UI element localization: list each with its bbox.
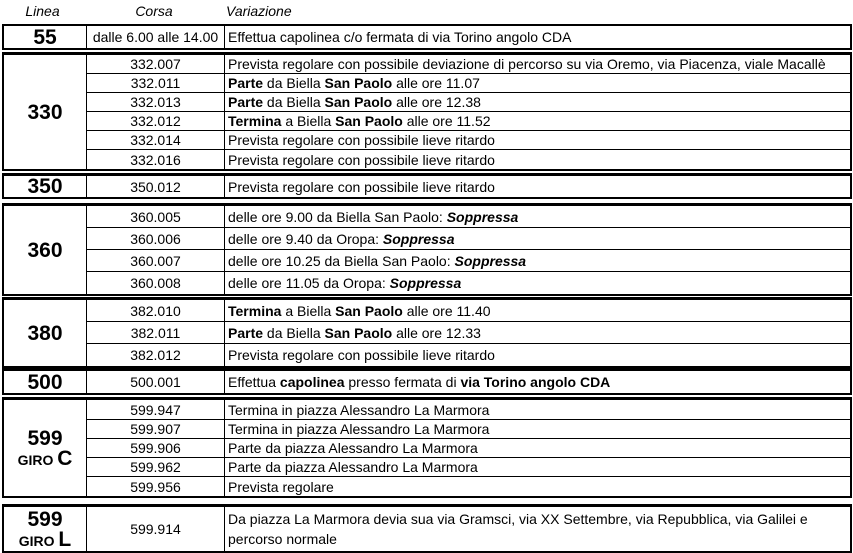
linea-group (2, 397, 852, 498)
linea-group (2, 297, 852, 368)
variazione-text: da Biella (263, 75, 325, 91)
corse-rows (87, 55, 850, 169)
variazione-cell (225, 93, 850, 111)
variazione-cell (225, 400, 850, 419)
variazione-text-bold: via Torino angolo CDA (460, 374, 611, 390)
variazione-text-bold: San Paolo (324, 75, 393, 91)
corsa-cell: 332.014 (87, 131, 225, 149)
corsa-cell: 350.012 (87, 176, 225, 197)
giro-word: GIRO (18, 533, 55, 549)
corsa-cell: 360.008 (87, 272, 225, 294)
variazione-text-bold: Termina (228, 302, 282, 319)
variazione-cell (225, 228, 850, 249)
corsa-cell: 382.011 (87, 322, 225, 343)
variazione-text: delle ore 10.25 da Biella San Paolo: (228, 252, 455, 269)
table-row (87, 93, 850, 112)
corsa-cell: 360.007 (87, 250, 225, 271)
variazione-text: Prevista regolare con possibile deviazione di percorso su via Oremo, via Piacenza, viale Macallè (228, 56, 826, 72)
variazione-text-bold: Soppressa (454, 252, 527, 269)
variazione-text-bold: Parte (228, 75, 264, 91)
table-row (87, 74, 850, 93)
linea-cell (4, 300, 87, 366)
giro-label (17, 447, 73, 470)
variazione-text: Parte da piazza Alessandro La Marmora (228, 459, 478, 475)
linea-cell (4, 400, 87, 496)
corsa-cell: 332.013 (87, 93, 225, 111)
corsa-cell: 500.001 (87, 371, 225, 393)
linea-cell (4, 371, 87, 393)
table-row (87, 176, 850, 197)
header-corsa: Corsa (135, 3, 173, 19)
variazione-text: Prevista regolare con possibile lieve ritardo (228, 347, 495, 363)
variazione-text: Prevista regolare (228, 478, 334, 495)
variazione-text: Effettua (228, 374, 280, 390)
header-linea: Linea (25, 3, 60, 19)
variazione-text: Termina in piazza Alessandro La Marmora (228, 401, 490, 418)
linea-number: 360 (27, 238, 63, 262)
linea-group (2, 504, 852, 553)
variazione-text: alle ore 11.40 (402, 302, 491, 319)
variazione-cell (225, 458, 850, 476)
variazione-cell (225, 55, 850, 73)
variazione-cell (225, 176, 850, 197)
table-row (87, 371, 850, 393)
variazione-text: alle ore 11.07 (392, 75, 480, 91)
variazione-text: alle ore 11.52 (402, 113, 491, 129)
variazione-cell (225, 420, 850, 438)
variazione-cell (225, 439, 850, 457)
corse-rows (87, 400, 850, 496)
variazione-text: delle ore 9.00 da Biella San Paolo: (228, 208, 447, 225)
linea-cell (4, 206, 87, 294)
variazione-cell (225, 344, 850, 366)
corsa-cell: 382.010 (87, 300, 225, 321)
table-row (87, 131, 850, 150)
variazione-text: delle ore 9.40 da Oropa: (228, 230, 383, 247)
variazione-cell (225, 322, 850, 343)
variazione-cell (225, 300, 850, 321)
table-row (87, 150, 850, 169)
corsa-cell: 332.012 (87, 112, 225, 130)
linea-number: 380 (27, 321, 63, 345)
table-row (87, 250, 850, 272)
variazione-text: da Biella (263, 324, 325, 341)
variazione-text-bold: San Paolo (324, 324, 393, 341)
corsa-cell: dalle 6.00 alle 14.00 (87, 26, 225, 48)
linea-cell (4, 55, 87, 169)
corse-rows (87, 300, 850, 366)
linea-cell (4, 176, 87, 197)
corsa-cell: 599.914 (87, 507, 225, 551)
variazione-text-bold: Soppressa (446, 208, 519, 225)
table-row (87, 26, 850, 48)
variazione-cell (225, 477, 850, 496)
variazione-text: presso fermata di (344, 374, 461, 390)
variazione-text: Prevista regolare con possibile lieve ritardo (228, 178, 495, 195)
table-row (87, 322, 850, 344)
corsa-cell: 332.016 (87, 150, 225, 169)
corsa-cell: 599.962 (87, 458, 225, 476)
variazione-cell (225, 272, 850, 294)
table-row (87, 458, 850, 477)
variazione-text: Effettua capolinea c/o fermata di via Torino angolo CDA (228, 29, 572, 45)
variazione-text: delle ore 11.05 da Oropa: (228, 275, 390, 291)
variazione-cell (225, 371, 850, 393)
variazione-cell (225, 507, 850, 551)
variazione-cell (225, 112, 850, 130)
table-row (87, 228, 850, 250)
linea-cell (4, 507, 87, 551)
variazione-text-bold: Soppressa (389, 275, 462, 291)
table-row (87, 439, 850, 458)
linea-number: 330 (27, 100, 63, 124)
corse-rows (87, 371, 850, 393)
corsa-cell: 599.956 (87, 477, 225, 496)
table-row (87, 55, 850, 74)
variazione-text: da Biella (263, 94, 325, 110)
variazione-text-bold: Soppressa (382, 230, 455, 247)
linea-group (2, 173, 852, 199)
linea-number: 55 (33, 25, 57, 49)
table-row (87, 507, 850, 551)
variazione-text: Parte da piazza Alessandro La Marmora (228, 440, 478, 456)
linea-group (2, 368, 852, 395)
corsa-cell: 382.012 (87, 344, 225, 366)
giro-label (18, 528, 72, 551)
corsa-cell: 332.011 (87, 74, 225, 92)
variazione-text: a Biella (281, 113, 336, 129)
corse-rows (87, 176, 850, 197)
corse-rows (87, 26, 850, 48)
corse-rows (87, 507, 850, 551)
linea-group (2, 52, 852, 171)
variazione-text-bold: Termina (228, 113, 282, 129)
corsa-cell: 360.005 (87, 206, 225, 227)
variazione-text-bold: Parte (228, 94, 264, 110)
linea-number: 500 (27, 370, 63, 394)
table-row (87, 300, 850, 322)
variazione-cell (225, 206, 850, 227)
variazione-cell (225, 74, 850, 92)
variazione-text: Prevista regolare con possibile lieve ritardo (228, 132, 495, 148)
table-row (87, 400, 850, 420)
variazione-text: alle ore 12.38 (392, 94, 481, 110)
linea-number: 599 (27, 427, 63, 450)
header-variazione: Variazione (226, 3, 292, 19)
table-row (87, 112, 850, 131)
table-row (87, 344, 850, 366)
variazione-text: Prevista regolare con possibile lieve ritardo (228, 151, 495, 168)
giro-letter: C (57, 447, 73, 470)
variazione-cell (225, 131, 850, 149)
variazione-text: Termina in piazza Alessandro La Marmora (228, 421, 490, 437)
variazione-text-bold: Parte (228, 324, 264, 341)
linea-group (2, 24, 852, 50)
variazione-text-bold: San Paolo (335, 113, 403, 129)
corsa-cell: 599.947 (87, 400, 225, 419)
table-row (87, 272, 850, 294)
corsa-cell: 332.007 (87, 55, 225, 73)
variazione-text-bold: San Paolo (335, 302, 403, 319)
variazione-cell (225, 26, 850, 48)
variazione-text-bold: capolinea (279, 374, 345, 390)
corsa-cell: 360.006 (87, 228, 225, 249)
table-row (87, 420, 850, 439)
linea-number: 350 (27, 175, 63, 198)
variazione-text: alle ore 12.33 (392, 324, 481, 341)
variazione-text: Da piazza La Marmora devia sua via Gramsci, via XX Settembre, via Repubblica, via Galilei e percorso normale (228, 511, 808, 547)
table-row (87, 206, 850, 228)
linea-group (2, 203, 852, 296)
corsa-cell: 599.907 (87, 420, 225, 438)
variazione-cell (225, 250, 850, 271)
linea-number: 599 (27, 508, 63, 531)
variazione-cell (225, 150, 850, 169)
linea-cell (4, 26, 87, 48)
corse-rows (87, 206, 850, 294)
giro-letter: L (58, 528, 72, 551)
variazione-text-bold: San Paolo (324, 94, 393, 110)
variazione-text: a Biella (281, 302, 336, 319)
corsa-cell: 599.906 (87, 439, 225, 457)
table-row (87, 477, 850, 496)
giro-word: GIRO (17, 452, 54, 468)
